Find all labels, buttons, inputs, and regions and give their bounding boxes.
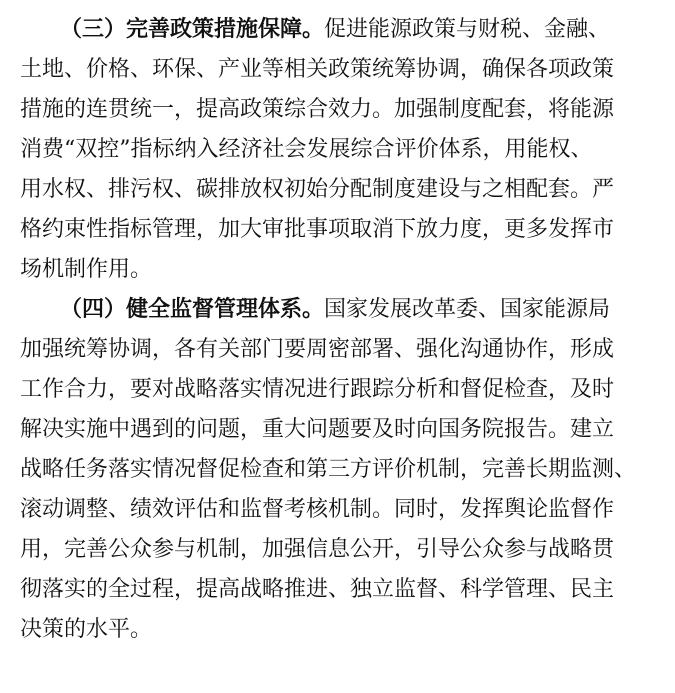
paragraph-line: 用，完善公众参与机制，加强信息公开，引导公众参与战略贯 — [20, 537, 615, 562]
paragraph-line: 决策的水平。 — [20, 617, 153, 642]
paragraph-line: 工作合力，要对战略落实情况进行跟踪分析和督促检查，及时 — [20, 377, 615, 402]
paragraph-first-line — [20, 10, 670, 50]
paragraph-line: 场机制作用。 — [20, 257, 153, 282]
paragraph-first-line — [20, 290, 670, 330]
paragraph-line: 解决实施中遇到的问题，重大问题要及时向国务院报告。建立 — [20, 417, 615, 442]
paragraph-line: 用水权、排污权、碳排放权初始分配制度建设与之相配套。严 — [20, 177, 615, 202]
paragraph-line: 加强统筹协调，各有关部门要周密部署、强化沟通协作，形成 — [20, 337, 615, 362]
paragraph-line: 战略任务落实情况督促检查和第三方评价机制，完善长期监测、 — [20, 457, 637, 482]
section-4 — [20, 290, 670, 650]
paragraph-line: 消费“双控”指标纳入经济社会发展综合评价体系，用能权、 — [20, 137, 593, 162]
paragraph-line: 措施的连贯统一，提高政策综合效力。加强制度配套，将能源 — [20, 97, 615, 122]
paragraph-line: 格约束性指标管理，加大审批事项取消下放力度，更多发挥市 — [20, 217, 615, 242]
paragraph-line: 滚动调整、绩效评估和监督考核机制。同时，发挥舆论监督作 — [20, 497, 615, 522]
section-3 — [20, 10, 670, 290]
document-body — [20, 10, 670, 650]
paragraph-text: 国家发展改革委、国家能源局 — [324, 297, 611, 322]
section-heading: （四）健全监督管理体系。 — [60, 297, 325, 322]
paragraph-line: 土地、价格、环保、产业等相关政策统筹协调，确保各项政策 — [20, 57, 615, 82]
section-heading: （三）完善政策措施保障。 — [60, 17, 325, 42]
paragraph-line: 彻落实的全过程，提高战略推进、独立监督、科学管理、民主 — [20, 577, 615, 602]
paragraph-text: 促进能源政策与财税、金融、 — [324, 17, 611, 42]
